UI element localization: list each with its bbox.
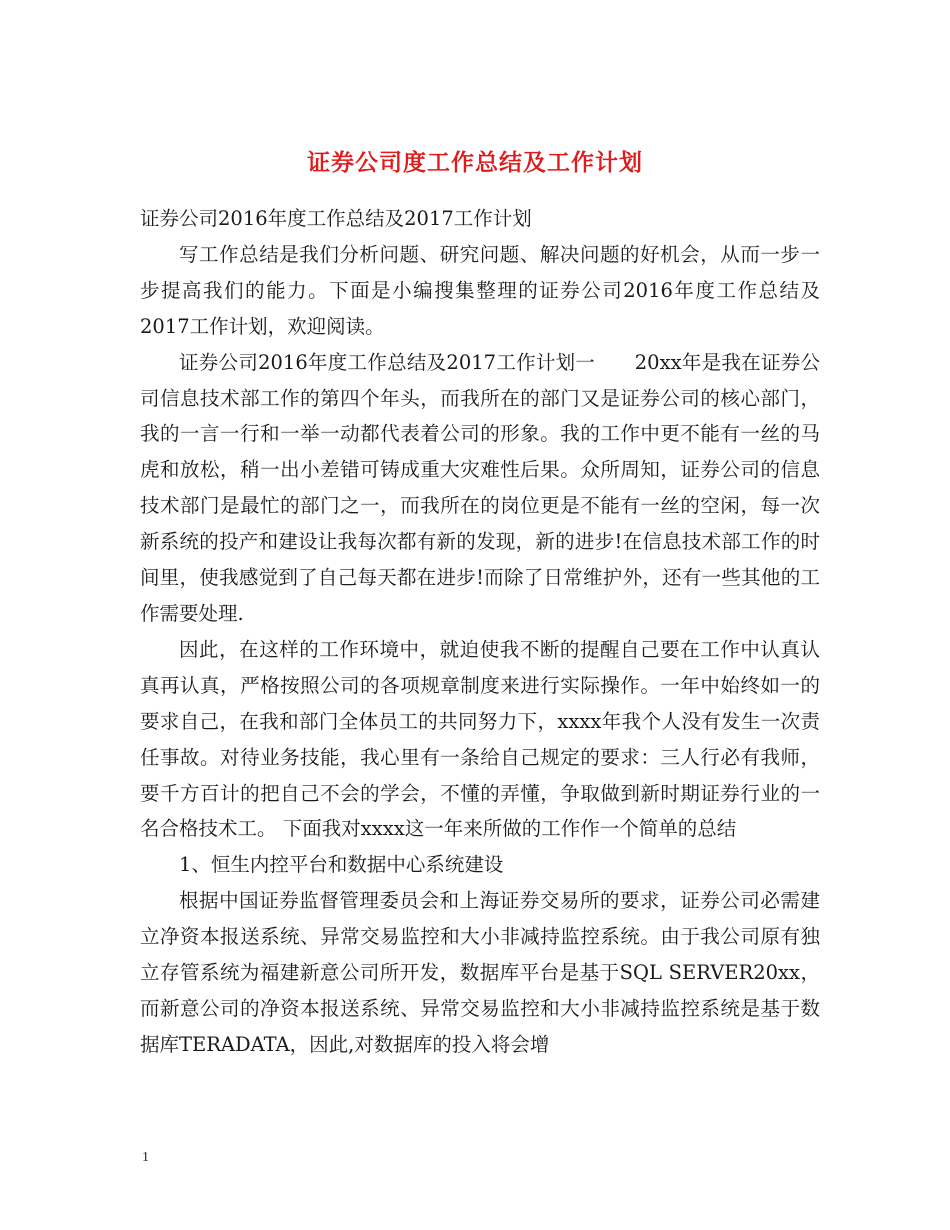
paragraph-section-1: 根据中国证券监督管理委员会和上海证券交易所的要求，证券公司必需建立净资本报送系统、异常交易监控和大小非减持监控系统。由于我公司原有独立存管系统为福建新意公司所开发，数据库平台是基于SQL SERVER20xx，而新意公司的净资本报送系统、异常交易监控和大小非减持监控系统是基于数据库TERADATA，因此,对数据库的投入将会增 [140, 889, 820, 1056]
page-number: 1 [142, 1150, 149, 1165]
section-heading-1: 1、恒生内控平台和数据中心系统建设 [179, 853, 504, 877]
document-title: 证券公司度工作总结及工作计划 [307, 149, 643, 177]
paragraph-overview: 证券公司2016年度工作总结及2017工作计划一 20xx年是我在证券公司信息技术部工作的第四个年头，而我所在的部门又是证券公司的核心部门，我的一言一行和一举一动都代表着公司的形象。我的工作中更不能有一丝的马虎和放松，稍一出小差错可铸成重大灾难性后果。众所周知，证券公司的信息技术部门是最忙的部门之一，而我所在的岗位更是不能有一丝的空闲，每一次新系统的投产和建设让我每次都有新的发现，新的进步!在信息技术部工作的时间里，使我感觉到了自己每天都在进步!而除了日常维护外，还有一些其他的工作需要处理. [140, 350, 820, 625]
paragraph-work-environment: 因此，在这样的工作环境中，就迫使我不断的提醒自己要在工作中认真认真再认真，严格按照公司的各项规章制度来进行实际操作。一年中始终如一的要求自己，在我和部门全体员工的共同努力下，xxxx年我个人没有发生一次责任事故。对待业务技能，我心里有一条给自己规定的要求：三人行必有我师，要千方百计的把自己不会的学会，不懂的弄懂，争取做到新时期证券行业的一名合格技术工。 下面我对xxxx这一年来所做的工作作一个简单的总结 [140, 637, 820, 841]
paragraph-intro: 写工作总结是我们分析问题、研究问题、解决问题的好机会，从而一步一步提高我们的能力。下面是小编搜集整理的证券公司2016年度工作总结及2017工作计划，欢迎阅读。 [140, 242, 820, 338]
subtitle-line: 证券公司2016年度工作总结及2017工作计划 [140, 207, 532, 230]
document-body [140, 201, 820, 1063]
